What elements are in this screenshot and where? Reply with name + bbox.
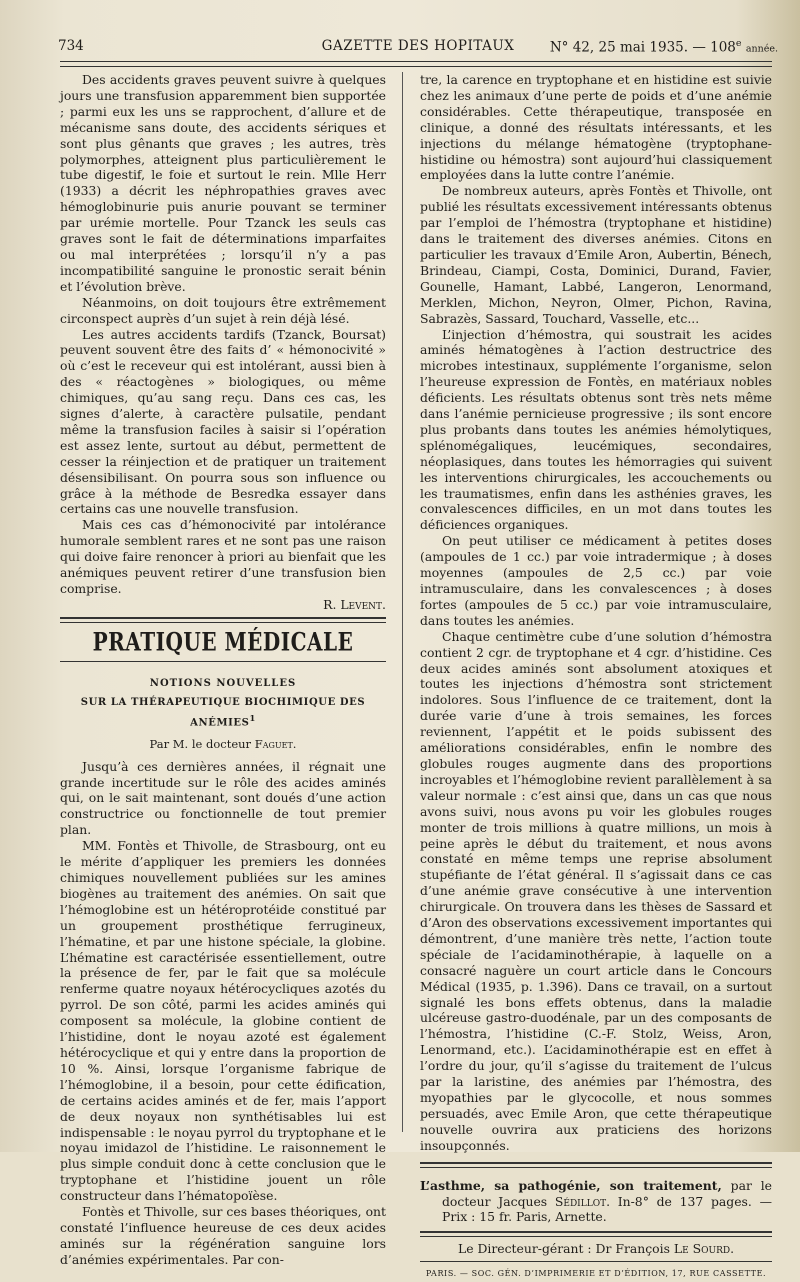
paragraph: tre, la carence en tryptophane et en histidine est suivie chez les animaux d’une perte de poids et d’une anémie considérables. Cette thérapeutique, transposée en clinique, a donné des résultats intéressants, et les injections du mélange hématogène (tryptophane-histidine ou hémostra) sont aujourd’hui classiquement employées dans la lutte contre l’anémie. (420, 72, 772, 183)
page-number: 734 (58, 38, 84, 54)
paragraph: On peut utiliser ce médicament à petites doses (ampoules de 1 cc.) par voie intradermique ; à doses moyennes (ampoules de 2,5 cc.) par voie intramusculaire, dans les convalescences ; à doses fortes (ampoules de 5 cc.) par voie intramusculaire, dans toutes les anémies. (420, 533, 772, 628)
byline-prefix: Par M. le docteur (149, 736, 252, 751)
journal-title: GAZETTE DES HOPITAUX (321, 38, 515, 54)
article-title: NOTIONS NOUVELLES (149, 677, 297, 689)
manager-name: Le Sourd. (673, 1241, 735, 1257)
footer-rule (420, 1231, 772, 1233)
issue-info (550, 38, 778, 56)
issue-date: N° 42, 25 mai 1935. — 108 (549, 39, 736, 56)
paragraph: Les autres accidents tardifs (Tzanck, Boursat) peuvent souvent être des faits d’ « hémonocivité » où c’est le receveur qui est intolérant, aussi bien à des « réactogènes » biologiques, ou même chimiques, qu’au sang reçu. Dans ces cas, les signes d’alerte, à caractère pulsatile, pendant même la transfusion faciles à saisir si l’opération est assez lente, surtout au début, permettent de cesser la réinjection et de pratiquer un traitement désensibilisant. On pourra sous son influence ou grâce à la méthode de Besredka essayer dans certains cas une nouvelle transfusion. (60, 326, 386, 517)
section-rule-secondary (60, 622, 386, 623)
printer-rule (420, 1261, 772, 1262)
column-divider (402, 72, 403, 1132)
left-column (60, 72, 386, 1268)
title-rule (60, 661, 386, 662)
article-byline (60, 737, 386, 753)
paragraph: Des accidents graves peuvent suivre à quelques jours une transfusion apparemment bien supportée ; parmi eux les uns se rapprochent, d’allure et de mécanisme sans doute, des accidents sériques et sont plus gênants que graves ; les autres, très polymorphes, atteignent plus particulièrement le tube digestif, le foie et surtout le rein. Mlle Herr (1933) a décrit les néphropathies graves avec hémoglobinurie puis anurie pouvant se terminer par urémie mortelle. Pour Tzanck les seuls cas graves sont le fait de déterminations imparfaites ou mal interprétées ; lorsqu’il n’y a pas incompatibilité sanguine le pronostic serait bénin et l’évolution brève. (60, 72, 386, 294)
footnote-mark: 1 (249, 712, 256, 723)
book-author: Sédillot. (554, 1193, 611, 1209)
book-rule-secondary (420, 1167, 772, 1168)
paragraph: Néanmoins, on doit toujours être extrêmement circonspect auprès d’un sujet à rein déjà lésé. (60, 294, 386, 326)
section-title: PRATIQUE MÉDICALE (92, 626, 354, 657)
byline-author: Faguet. (254, 736, 297, 751)
manager-line (420, 1241, 772, 1257)
manager-prefix: Le Directeur-gérant : Dr François (457, 1241, 670, 1257)
header-rule (60, 61, 772, 62)
footer-rule-secondary (420, 1236, 772, 1237)
paragraph: MM. Fontès et Thivolle, de Strasbourg, ont eu le mérite d’appliquer les premiers les données chimiques nouvellement publiées sur les amines biogènes au traitement des anémies. On sait que l’hémoglobine est un hétéroprotéide constitué par un groupement prosthétique ferrugineux, l’hématine, et par une histone spéciale, la globine. L’hématine est caractérisée essentiellement, outre la présence de fer, par le fait que sa molécule renferme quatre noyaux hétérocycliques azotés du pyrrol. De son côté, parmi les acides aminés qui composent sa molécule, la globine contient de l’histidine, dont le noyau azoté est également hétérocyclique et qui y entre dans la proportion de 10 %. Ainsi, lorsque l’organisme fabrique de l’hémoglobine, il a besoin, pour cette édification, de certains acides aminés et de fer, mais l’apport de deux noyaux non synthétisables lui est indispensable : le noyau pyrrol du tryptophane et le noyau imidazol de l’histidine. Le raisonnement le plus simple conduit donc à cette conclusion que le tryptophane et l’histidine jouent un rôle constructeur dans l’hématopoïèse. (60, 838, 386, 1204)
paragraph: L’injection d’hémostra, qui soustrait les acides aminés hématogènes à l’action destructrice des microbes intestinaux, supplémente l’organisme, selon l’heureuse expression de Fontès, en matériaux nobles déficients. Les résultats obtenus sont très nets même dans l’anémie pernicieuse progressive ; ils sont encore plus probants dans toutes les anémies hémolytiques, splénomégaliques, leucémiques, secondaires, néoplasiques, dans toutes les hémorragies qui suivent les interventions chirurgicales, les accouchements ou les traumatismes, enfin dans les asthénies graves, les convalescences difficiles, en un mot dans toutes les déficiences organiques. (420, 326, 772, 533)
paragraph: Chaque centimètre cube d’une solution d’hémostra contient 2 cgr. de tryptophane et 4 cgr. d’histidine. Ces deux acides aminés sont absolument atoxiques et toutes les injections d’hémostra sont strictement indolores. Sous l’influence de ce traitement, dont la durée varie d’une à trois semaines, les forces reviennent, l’appétit et le poids subissent des améliorations considérables, enfin le nombre des globules rouges augmente dans des proportions incroyables et l’hémoglobine revient parallèlement à sa valeur normale : c’est ainsi que, dans un cas que nous avons suivi, nous avons pu voir les globules rouges monter de trois millions à quatre millions, un mois à peine après le début du traitement, et nous avons constaté en même temps une reprise absolument stupéfiante de l’état général. Il s’agissait dans ce cas d’une anémie grave consécutive à une intervention chirurgicale. On trouvera dans les thèses de Sassard et d’Aron des observations excessivement importantes qui démontrent, d’une manière très nette, l’action toute spéciale de l’acidaminothérapie, à laquelle on a consacré naguère un court article dans le Concours Médical (1935, p. 1.396). Dans ce travail, on a surtout signalé les bons effets obtenus, dans la maladie ulcéreuse gastro-duodénale, par un des composants de l’hémostra, l’histidine (C.-F. Stolz, Weiss, Aron, Lenormand, etc.). L’acidaminothérapie est en effet à l’ordre du jour, qu’il s’agisse du traitement de l’ulcus par la laristine, des anémies par l’hémostra, des myopathies par le glycocolle, et nous sommes persuadés, avec Emile Aron, que cette thérapeutique nouvelle ouvrira aux praticiens des horizons insoupçonnés. (420, 628, 772, 1153)
paragraph: Jusqu’à ces dernières années, il régnait une grande incertitude sur le rôle des acides aminés qui, on le sait maintenant, sont doués d’une action constructrice ou fonctionnelle de tout premier plan. (60, 758, 386, 838)
issue-year-label: année. (745, 43, 778, 55)
signature-name: R. Levent. (323, 596, 386, 612)
issue-suffix: e (735, 38, 742, 49)
book-title: L’asthme, sa pathogénie, son traitement, (420, 1177, 722, 1193)
printer-line: PARIS. — SOC. GÉN. D’IMPRIMERIE ET D’ÉDITION, 17, RUE CASSETTE. (425, 1269, 767, 1279)
section-rule (60, 617, 386, 619)
article-signature (60, 597, 386, 613)
paragraph: Fontès et Thivolle, sur ces bases théoriques, ont constaté l’influence heureuse de ces deux acides aminés sur la régénération sanguine lors d’anémies expérimentales. Par con- (60, 1204, 386, 1267)
article-subtitle-text: SUR LA THÉRAPEUTIQUE BIOCHIMIQUE DES ANÉMIES (80, 696, 366, 728)
book-rule (420, 1162, 772, 1164)
article-subtitle (60, 695, 386, 731)
book-notice (420, 1178, 772, 1226)
right-column (420, 72, 772, 1282)
paragraph: De nombreux auteurs, après Fontès et Thivolle, ont publié les résultats excessivement intéressants obtenus par l’emploi de l’hémostra (tryptophane et histidine) dans le traitement des diverses anémies. Citons en particulier les travaux d’Emile Aron, Aubertin, Bénech, Brindeau, Ciampi, Costa, Dominici, Durand, Favier, Gounelle, Hamant, Labbé, Langeron, Lenormand, Merklen, Michon, Neyron, Olmer, Pichon, Ravina, Sabrazès, Sassard, Touchard, Vasselle, etc... (420, 183, 772, 326)
book-by: par le docteur Jacques (442, 1177, 772, 1209)
paragraph: Mais ces cas d’hémonocivité par intolérance humorale semblent rares et ne sont pas une raison qui doive faire renoncer à priori au bienfait que les anémiques peuvent retirer d’une transfusion bien comprise. (60, 517, 386, 596)
book-details: In-8° de 137 pages. — Prix : 15 fr. Paris, Arnette. (442, 1193, 772, 1225)
header-rule-secondary (60, 66, 772, 67)
